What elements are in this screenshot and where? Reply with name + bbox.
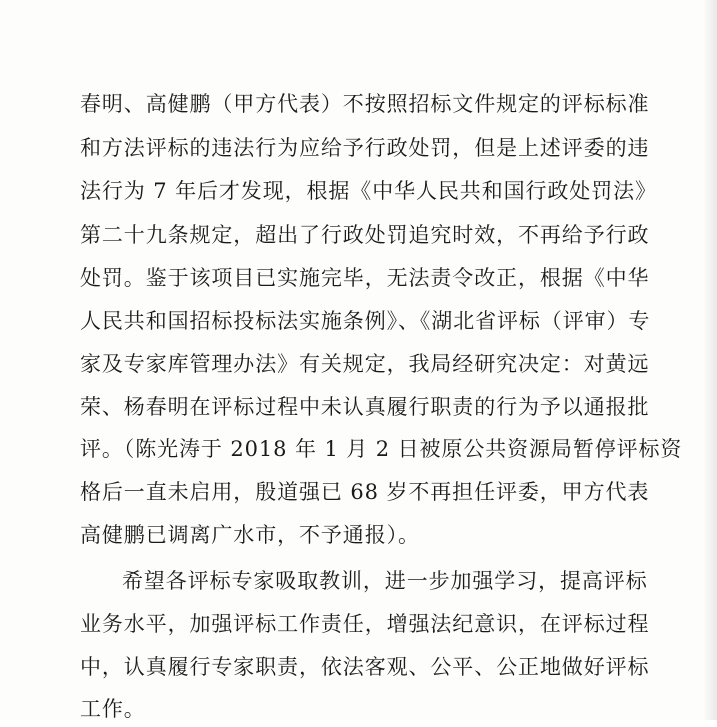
paragraph-line: 法行为 7 年后才发现，根据《中华人民共和国行政处罚法》 xyxy=(80,179,657,203)
paragraph-line: 处罚。鉴于该项目已实施完毕，无法责令改正，根据《中华 xyxy=(80,266,650,290)
paragraph-line: 业务水平，加强评标工作责任，增强法纪意识，在评标过程 xyxy=(80,612,650,636)
paragraph-line: 家及专家库管理办法》有关规定，我局经研究决定：对黄远 xyxy=(80,352,650,376)
paragraph-line: 人民共和国招标投标法实施条例》、《湖北省评标（评审）专 xyxy=(80,309,651,333)
paragraph-line: 评。（陈光涛于 2018 年 1 月 2 日被原公共资源局暂停评标资 xyxy=(80,437,683,461)
paragraph-line: 春明、高健鹏（甲方代表）不按照招标文件规定的评标标准 xyxy=(80,92,650,116)
page-edge-shadow xyxy=(703,0,717,720)
paragraph-line: 希望各评标专家吸取教训，进一步加强学习，提高评标 xyxy=(122,569,648,593)
paragraph-line: 高健鹏已调离广水市，不予通报）。 xyxy=(80,523,420,547)
paragraph-line: 工作。 xyxy=(80,697,146,721)
paragraph-line: 第二十九条规定，超出了行政处罚追究时效，不再给予行政 xyxy=(80,223,650,247)
paragraph-line: 格后一直未启用，殷道强已 68 岁不再担任评委，甲方代表 xyxy=(80,480,650,504)
paragraph-line: 和方法评标的违法行为应给予行政处罚，但是上述评委的违 xyxy=(80,136,650,160)
paragraph-line: 荣、杨春明在评标过程中未认真履行职责的行为予以通报批 xyxy=(80,395,650,419)
paragraph-line: 中，认真履行专家职责，依法客观、公平、公正地做好评标 xyxy=(80,655,650,679)
